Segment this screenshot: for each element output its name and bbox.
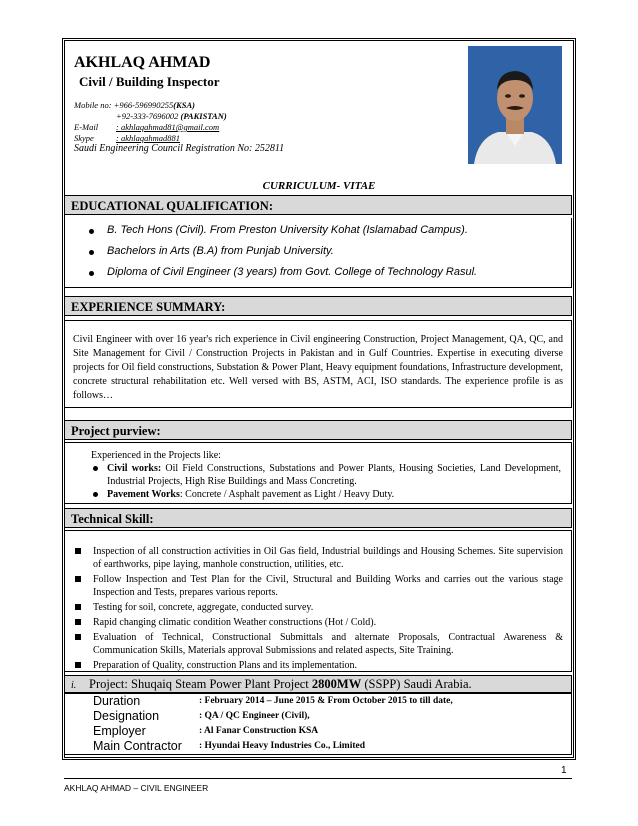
candidate-name: AKHLAQ AHMAD — [74, 54, 211, 71]
mobile-label: Mobile no: — [74, 100, 112, 110]
email-link[interactable]: : akhlaqahmad81@gmail.com — [116, 122, 220, 132]
education-item: Diploma of Civil Engineer (3 years) from Govt. College of Technology Rasul. — [65, 266, 571, 278]
page-number: 1 — [561, 765, 567, 776]
education-heading: EDUCATIONAL QUALIFICATION: — [64, 195, 572, 215]
purview-list — [87, 462, 561, 501]
mobile-1: +966-596990255 — [113, 100, 174, 110]
project-title-post: (SSPP) Saudi Arabia. — [361, 677, 472, 691]
experience-summary: Civil Engineer with over 16 year's rich experience in Civil engineering Construction, Project Management, QA, QC, and Site Management for Civil / Construction Projects in Pakistan and in Gulf Countries. Expertise in executing diverse projects for Oil field constructions, Substation & Power Plant, Heavy equipment foundations, Infrastructure development, concrete structural rehabilitation etc. Well versed with BS, ASTM, ACI, ISO standards. The experience profile is as follows… — [73, 334, 563, 401]
profile-photo — [468, 46, 562, 164]
mobile-2: +92-333-7696002 — [116, 111, 179, 121]
project-row: Main Contractor : Hyundai Heavy Industries Co., Limited — [93, 739, 366, 753]
skype-label: Skype — [74, 133, 94, 143]
purview-item-pavement: Pavement Works: Concrete / Asphalt pavement as Light / Heavy Duty. — [87, 488, 561, 501]
project-title-pre: Project: Shuqaiq Steam Power Plant Project — [89, 677, 312, 691]
skill-item: Inspection of all construction activities in Oil Gas field, Industrial buildings and Housing Schemes. Site supervision of earthworks, pipe laying, manhole construction, utilities, etc. — [71, 545, 563, 571]
cv-title: CURRICULUM- VITAE — [262, 180, 376, 192]
footer-text: AKHLAQ AHMAD – CIVIL ENGINEER — [64, 783, 209, 793]
skype-link[interactable]: : akhlaqahmad881 — [116, 133, 180, 143]
skill-item: Testing for soil, concrete, aggregate, conducted survey. — [71, 601, 563, 614]
project-row: Designation : QA / QC Engineer (Civil), — [93, 709, 310, 723]
education-section — [64, 218, 572, 288]
project-capacity: 2800MW — [311, 677, 362, 691]
project-details — [64, 693, 572, 755]
skill-item: Preparation of Quality, construction Plans and its implementation. — [71, 659, 563, 672]
skill-item: Evaluation of Technical, Constructional Submittals and alternate Proposals, Contractual Awareness & Communication Skills, Materials approval Submissions and related aspects, Site Training. — [71, 631, 563, 657]
purview-heading: Project purview: — [64, 420, 572, 440]
purview-intro: Experienced in the Projects like: — [91, 450, 221, 461]
skill-item: Rapid changing climatic condition Weather constructions (Hot / Cold). — [71, 616, 563, 629]
mobile-1-note: (KSA) — [173, 100, 195, 110]
candidate-title: Civil / Building Inspector — [79, 74, 220, 89]
project-heading — [64, 675, 572, 693]
purview-item-civil: Civil works: Oil Field Constructions, Substations and Power Plants, Housing Societies, Land Development, Industrial Projects, High Rise Buildings and Mass Concreting. — [87, 462, 561, 488]
project-row: Duration : February 2014 – June 2015 & From October 2015 to till date, — [93, 694, 453, 708]
email-label: E-Mail — [74, 122, 99, 132]
mobile-2-note: (PAKISTAN) — [180, 111, 227, 121]
project-number: i. — [71, 680, 77, 691]
contact-info — [74, 100, 227, 144]
education-item: Bachelors in Arts (B.A) from Punjab University. — [65, 245, 571, 257]
footer-divider — [64, 778, 572, 779]
registration-number: Saudi Engineering Council Registration No: 252811 — [74, 143, 285, 154]
skills-heading: Technical Skill: — [64, 508, 572, 528]
skill-item: Follow Inspection and Test Plan for the Civil, Structural and Building Works and carries out the various stage Inspection and Tests, prepares various reports. — [71, 573, 563, 599]
purview-section — [64, 442, 572, 504]
education-list — [65, 224, 571, 278]
project-row: Employer : Al Fanar Construction KSA — [93, 724, 319, 738]
experience-section — [64, 320, 572, 408]
education-item: B. Tech Hons (Civil). From Preston University Kohat (Islamabad Campus). — [65, 224, 571, 236]
experience-heading: EXPERIENCE SUMMARY: — [64, 296, 572, 316]
skills-section — [64, 530, 572, 672]
skills-list — [71, 545, 563, 672]
